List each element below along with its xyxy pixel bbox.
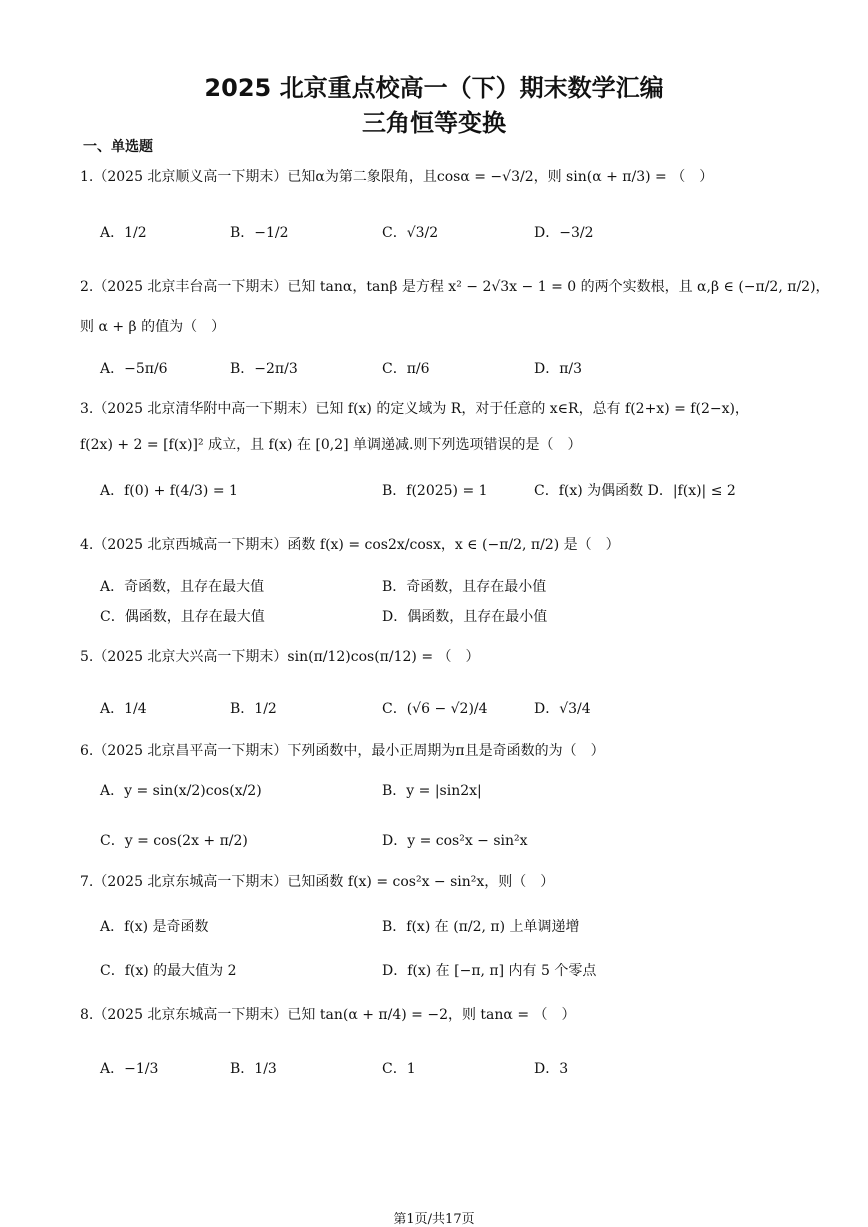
q1-option-b: B．−1/2	[230, 225, 289, 241]
q4-option-a: A．奇函数，且存在最大值	[100, 579, 265, 595]
question-2-stem-cont: 则 α + β 的值为（ ）	[80, 319, 226, 335]
question-6-stem: 6.（2025 北京昌平高一下期末）下列函数中，最小正周期为π且是奇函数的为（ ）	[80, 743, 605, 759]
question-5-stem: 5.（2025 北京大兴高一下期末）sin(π/12)cos(π/12) = （ ）	[80, 649, 480, 665]
q3-option-b: B．f(2025) = 1	[382, 483, 488, 499]
q5-option-b: B．1/2	[230, 701, 277, 717]
doc-subtitle: 三角恒等变换	[362, 109, 506, 137]
q1-option-c: C．√3/2	[382, 225, 439, 241]
q7-option-d: D．f(x) 在 [−π, π] 内有 5 个零点	[382, 963, 597, 979]
q4-option-c: C．偶函数，且存在最大值	[100, 609, 265, 625]
q1-option-a: A．1/2	[100, 225, 147, 241]
q2-option-c: C．π/6	[382, 361, 430, 377]
q8-option-c: C．1	[382, 1061, 416, 1077]
q8-option-b: B．1/3	[230, 1061, 277, 1077]
q2-option-d: D．π/3	[534, 361, 583, 377]
question-8-stem: 8.（2025 北京东城高一下期末）已知 tan(α + π/4) = −2，则 tanα = （ ）	[80, 1007, 576, 1023]
question-4-stem: 4.（2025 北京西城高一下期末）函数 f(x) = cos2x/cosx，x ∈ (−π/2, π/2) 是（ ）	[80, 537, 620, 553]
q8-option-a: A．−1/3	[100, 1061, 159, 1077]
q3-option-c-d: C．f(x) 为偶函数 D．|f(x)| ≤ 2	[534, 483, 736, 499]
q8-option-d: D．3	[534, 1061, 569, 1077]
q3-option-a: A．f(0) + f(4/3) = 1	[100, 483, 238, 499]
section-heading: 一、单选题	[83, 139, 153, 155]
q5-option-a: A．1/4	[100, 701, 147, 717]
question-7-stem: 7.（2025 北京东城高一下期末）已知函数 f(x) = cos²x − sin²x，则（ ）	[80, 874, 555, 890]
q6-option-c: C．y = cos(2x + π/2)	[100, 833, 248, 849]
q4-option-b: B．奇函数，且存在最小值	[382, 579, 547, 595]
q7-option-b: B．f(x) 在 (π/2, π) 上单调递增	[382, 919, 580, 935]
question-3-stem-cont: f(2x) + 2 = [f(x)]² 成立，且 f(x) 在 [0,2] 单调递减.则下列选项错误的是（ ）	[80, 437, 582, 453]
q5-option-c: C．(√6 − √2)/4	[382, 701, 488, 717]
q2-option-b: B．−2π/3	[230, 361, 298, 377]
doc-title: 2025 北京重点校高一（下）期末数学汇编	[204, 74, 664, 102]
q2-option-a: A．−5π/6	[100, 361, 168, 377]
q7-option-a: A．f(x) 是奇函数	[100, 919, 209, 935]
q5-option-d: D．√3/4	[534, 701, 591, 717]
question-1-stem: 1.（2025 北京顺义高一下期末）已知α为第二象限角，且cosα = −√3/2，则 sin(α + π/3) = （ ）	[80, 169, 714, 185]
q6-option-d: D．y = cos²x − sin²x	[382, 833, 528, 849]
q1-option-d: D．−3/2	[534, 225, 594, 241]
q7-option-c: C．f(x) 的最大值为 2	[100, 963, 237, 979]
q4-option-d: D．偶函数，且存在最小值	[382, 609, 548, 625]
question-3-stem: 3.（2025 北京清华附中高一下期末）已知 f(x) 的定义域为 R，对于任意的 x∈R，总有 f(2+x) = f(2−x)，	[80, 401, 749, 417]
q6-option-b: B．y = |sin2x|	[382, 783, 482, 799]
q6-option-a: A．y = sin(x/2)cos(x/2)	[100, 783, 262, 799]
page-footer: 第1页/共17页	[393, 1212, 475, 1227]
question-2-stem: 2.（2025 北京丰台高一下期末）已知 tanα，tanβ 是方程 x² − 2√3x − 1 = 0 的两个实数根，且 α,β ∈ (−π/2, π/2)，	[80, 279, 830, 295]
